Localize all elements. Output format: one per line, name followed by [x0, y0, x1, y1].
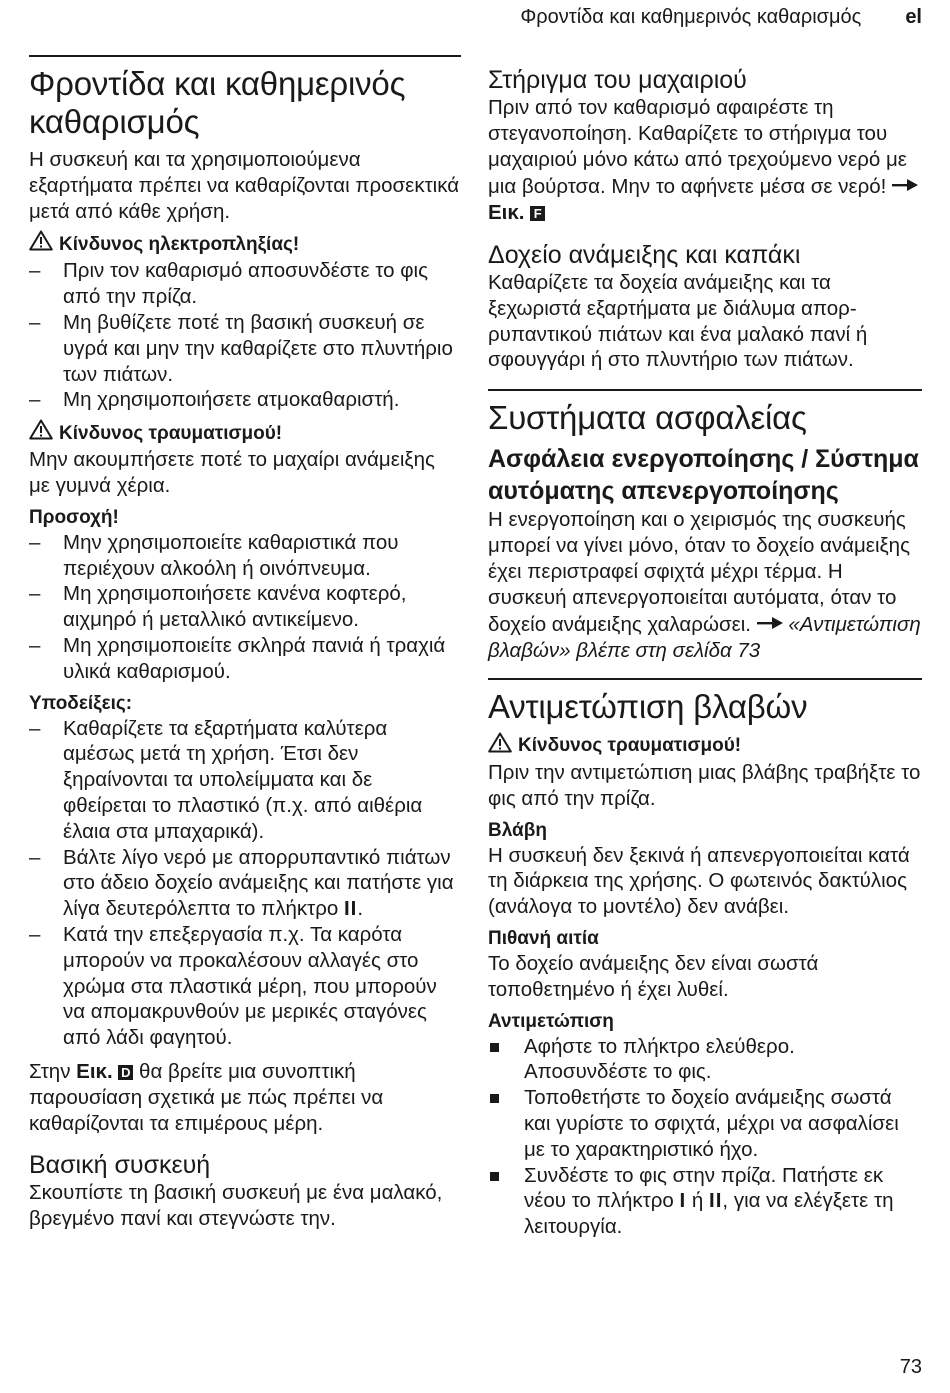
list-item: – Μην χρησιμοποιείτε καθαριστικά που περιέχουν αλκοόλη ή οινόπνευμα. [29, 530, 461, 582]
electric-shock-warning [29, 230, 461, 258]
figure-ref: Εικ. [488, 201, 525, 225]
section-rule [488, 389, 922, 391]
list-item: – Κατά την επεξεργασία π.χ. Τα καρότα μπορούν να προκαλέσουν αλλαγές στο χρώμα στα πλαστικά μέρη, που μπορούν να απομακρυνθούν με μερικές σταγόνες από λάδι φαγητού. [29, 922, 461, 1051]
subsection-title-jar: Δοχείο ανάμειξης και καπάκι [488, 240, 801, 269]
list-item: – Πριν τον καθαρισμό αποσυνδέστε το φις από την πρίζα. [29, 258, 461, 310]
overview-text [29, 1059, 461, 1136]
list-item: – Μη χρησιμοποιείτε σκληρά πανιά ή τραχιά υλικά καθαρισμού. [29, 633, 461, 685]
list-item [488, 1085, 922, 1162]
list-item [488, 1034, 922, 1086]
care-intro: Η συσκευή και τα χρησιμοποιούμενα εξαρτήματα πρέπει να καθαρίζονται προσεκτικά μετά από κάθε χρήση. [29, 148, 460, 223]
arrow-right-icon [892, 172, 918, 198]
warning-title: Κίνδυνος τραυματισμού! [59, 422, 283, 444]
fault-title: Βλάβη [488, 819, 547, 841]
cause-title: Πιθανή αιτία [488, 927, 599, 949]
subsection-title-safety: Ασφάλεια ενεργοποίησης / Σύστημα αυτόματης απενεργοποίησης [488, 445, 919, 506]
electric-shock-list [29, 258, 461, 413]
warning-title: Κίνδυνος τραυματισμού! [518, 735, 742, 757]
warning-triangle-icon [29, 419, 53, 447]
knife-text [488, 95, 922, 226]
fault-text: Η συσκευή δεν ξεκινά ή απενεργοποιείται κατά τη διάρκεια της χρήσης. Ο φωτεινός δακτύλιος (ανάλογα το μοντέλο) δεν ανάβει. [488, 843, 910, 919]
warning-title: Κίνδυνος ηλεκτροπληξίας! [59, 233, 300, 255]
page-number: 73 [899, 1356, 922, 1378]
square-bullet [490, 1043, 499, 1052]
trouble-warning-text: Πριν την αντιμετώπιση μιας βλάβης τραβήξτε το φις από την πρίζα. [488, 760, 921, 810]
list-item [488, 1163, 922, 1240]
cause-text: Το δοχείο ανάμειξης δεν είναι σωστά τοποθετημένο ή έχει λυθεί. [488, 951, 819, 1001]
remedy-title: Αντιμετώπιση [488, 1010, 614, 1032]
figure-ref: Εικ. [76, 1059, 113, 1083]
figure-letter-badge: D [118, 1065, 133, 1080]
pulse-key-symbol: II [343, 897, 358, 921]
section-rule [29, 55, 461, 57]
warning-triangle-icon [29, 230, 53, 258]
notes-list [29, 716, 461, 1051]
note-text: . [357, 897, 364, 921]
remedy-text: Τοποθετήστε το δοχείο ανάμειξης σωστά και γυρίστε το σφιχτά, μέχρι να ασφαλίσει με το χαρακτηριστικό ήχο. [524, 1086, 899, 1161]
right-column [488, 55, 922, 1240]
language-code: el [905, 6, 922, 28]
remedy-text: ή [686, 1189, 710, 1213]
remedy-text: Αφήστε το πλήκτρο ελεύθερο. Αποσυνδέστε το φις. [524, 1034, 795, 1084]
jar-text: Καθαρίζετε τα δοχεία ανάμειξης και τα ξεχωριστά εξαρτήματα με διάλυμα απορ-ρυπαντικού πιάτων και ένα μαλακό πανί ή σφουγγάρι ή στο πλυντήριο των πιάτων. [488, 270, 868, 372]
running-title: Φροντίδα και καθημερινός καθαρισμός [520, 6, 862, 28]
arrow-right-icon [757, 610, 783, 636]
injury-warning [29, 419, 461, 447]
injury-text: Μην ακουμπήσετε ποτέ το μαχαίρι ανάμειξης με γυμνά χέρια. [29, 448, 435, 497]
section-title-safety: Συστήματα ασφαλείας [488, 399, 807, 437]
safety-text-body: Η ενεργοποίηση και ο χειρισμός της συσκευής μπορεί να γίνει μόνο, όταν το δοχείο ανάμειξης έχει περιστραφεί σφιχτά μέχρι τέρμα. Η συσκευή απενεργοποιείται αυτόματα, όταν το δοχείο ανάμειξης χαλαρώσει. [488, 508, 910, 637]
remedy-list [488, 1034, 922, 1240]
running-header [520, 6, 922, 29]
list-item: – Μη χρησιμοποιήσετε ατμοκαθαριστή. [29, 387, 461, 413]
section-title-troubleshooting: Αντιμετώπιση βλαβών [488, 687, 808, 725]
section-rule [488, 678, 922, 680]
square-bullet [490, 1094, 499, 1103]
knife-text-body: Πριν από τον καθαρισμό αφαιρέστε τη στεγανοποίηση. Καθαρίζετε το στήριγμα του μαχαιριού μόνο κάτω από τρεχούμενο νερό με μια βούρτσα. Μην το αφήνετε μέσα σε νερό! [488, 96, 907, 199]
caution-title: Προσοχή! [29, 506, 119, 528]
subsection-title-knife: Στήριγμα του μαχαιριού [488, 66, 747, 94]
cross-reference-link[interactable]: «Αντιμετώπιση βλαβών» βλέπε στη σελίδα 73 [488, 613, 921, 663]
safety-text [488, 507, 922, 664]
section-title-care: Φροντίδα και καθημερινός καθαρισμός [29, 65, 406, 140]
notes-title: Υποδείξεις: [29, 692, 133, 714]
subsection-title-base: Βασική συσκευή [29, 1151, 211, 1180]
base-text: Σκουπίστε τη βασική συσκευή με ένα μαλακό, βρεγμένο πανί και στεγνώστε την. [29, 1181, 443, 1231]
left-column [29, 55, 461, 1232]
warning-triangle-icon [488, 732, 512, 760]
overview-text-end: θα βρείτε μια συνοπτική παρουσίαση σχετικά με πώς πρέπει να καθαρίζονται τα επιμέρους μέρη. [29, 1059, 384, 1135]
remedy-text: , για να ελέγξετε τη λειτουργία. [524, 1189, 894, 1239]
note-text: Βάλτε λίγο νερό με απορρυπαντικό πιάτων στο άδειο δοχείο ανάμειξης και πατήστε για λίγα δευτερόλεπτα το πλήκτρο [63, 845, 454, 921]
pulse-key-symbol: II [709, 1189, 723, 1213]
square-bullet [490, 1172, 499, 1181]
caution-list [29, 530, 461, 685]
speed-key-symbol: I [679, 1189, 687, 1213]
overview-text-start: Στην [29, 1059, 77, 1083]
figure-letter-badge: F [530, 206, 545, 221]
list-item: – Μη βυθίζετε ποτέ τη βασική συσκευή σε υγρά και μην την καθαρίζετε στο πλυντήριο των πιάτων. [29, 310, 461, 387]
trouble-injury-warning [488, 732, 922, 760]
list-item: – Μη χρησιμοποιήσετε κανένα κοφτερό, αιχμηρό ή μεταλλικό αντικείμενο. [29, 581, 461, 633]
list-item: – Καθαρίζετε τα εξαρτήματα καλύτερα αμέσως μετά τη χρήση. Έτσι δεν ξηραίνονται τα υπολείμματα και δε φθείρεται το πλαστικό (π.χ. από αιθέρια έλαια στα μπαχαρικά). [29, 716, 461, 845]
list-item [29, 845, 461, 922]
remedy-text: Συνδέστε το φις στην πρίζα. Πατήστε εκ νέου το πλήκτρο [524, 1163, 884, 1213]
